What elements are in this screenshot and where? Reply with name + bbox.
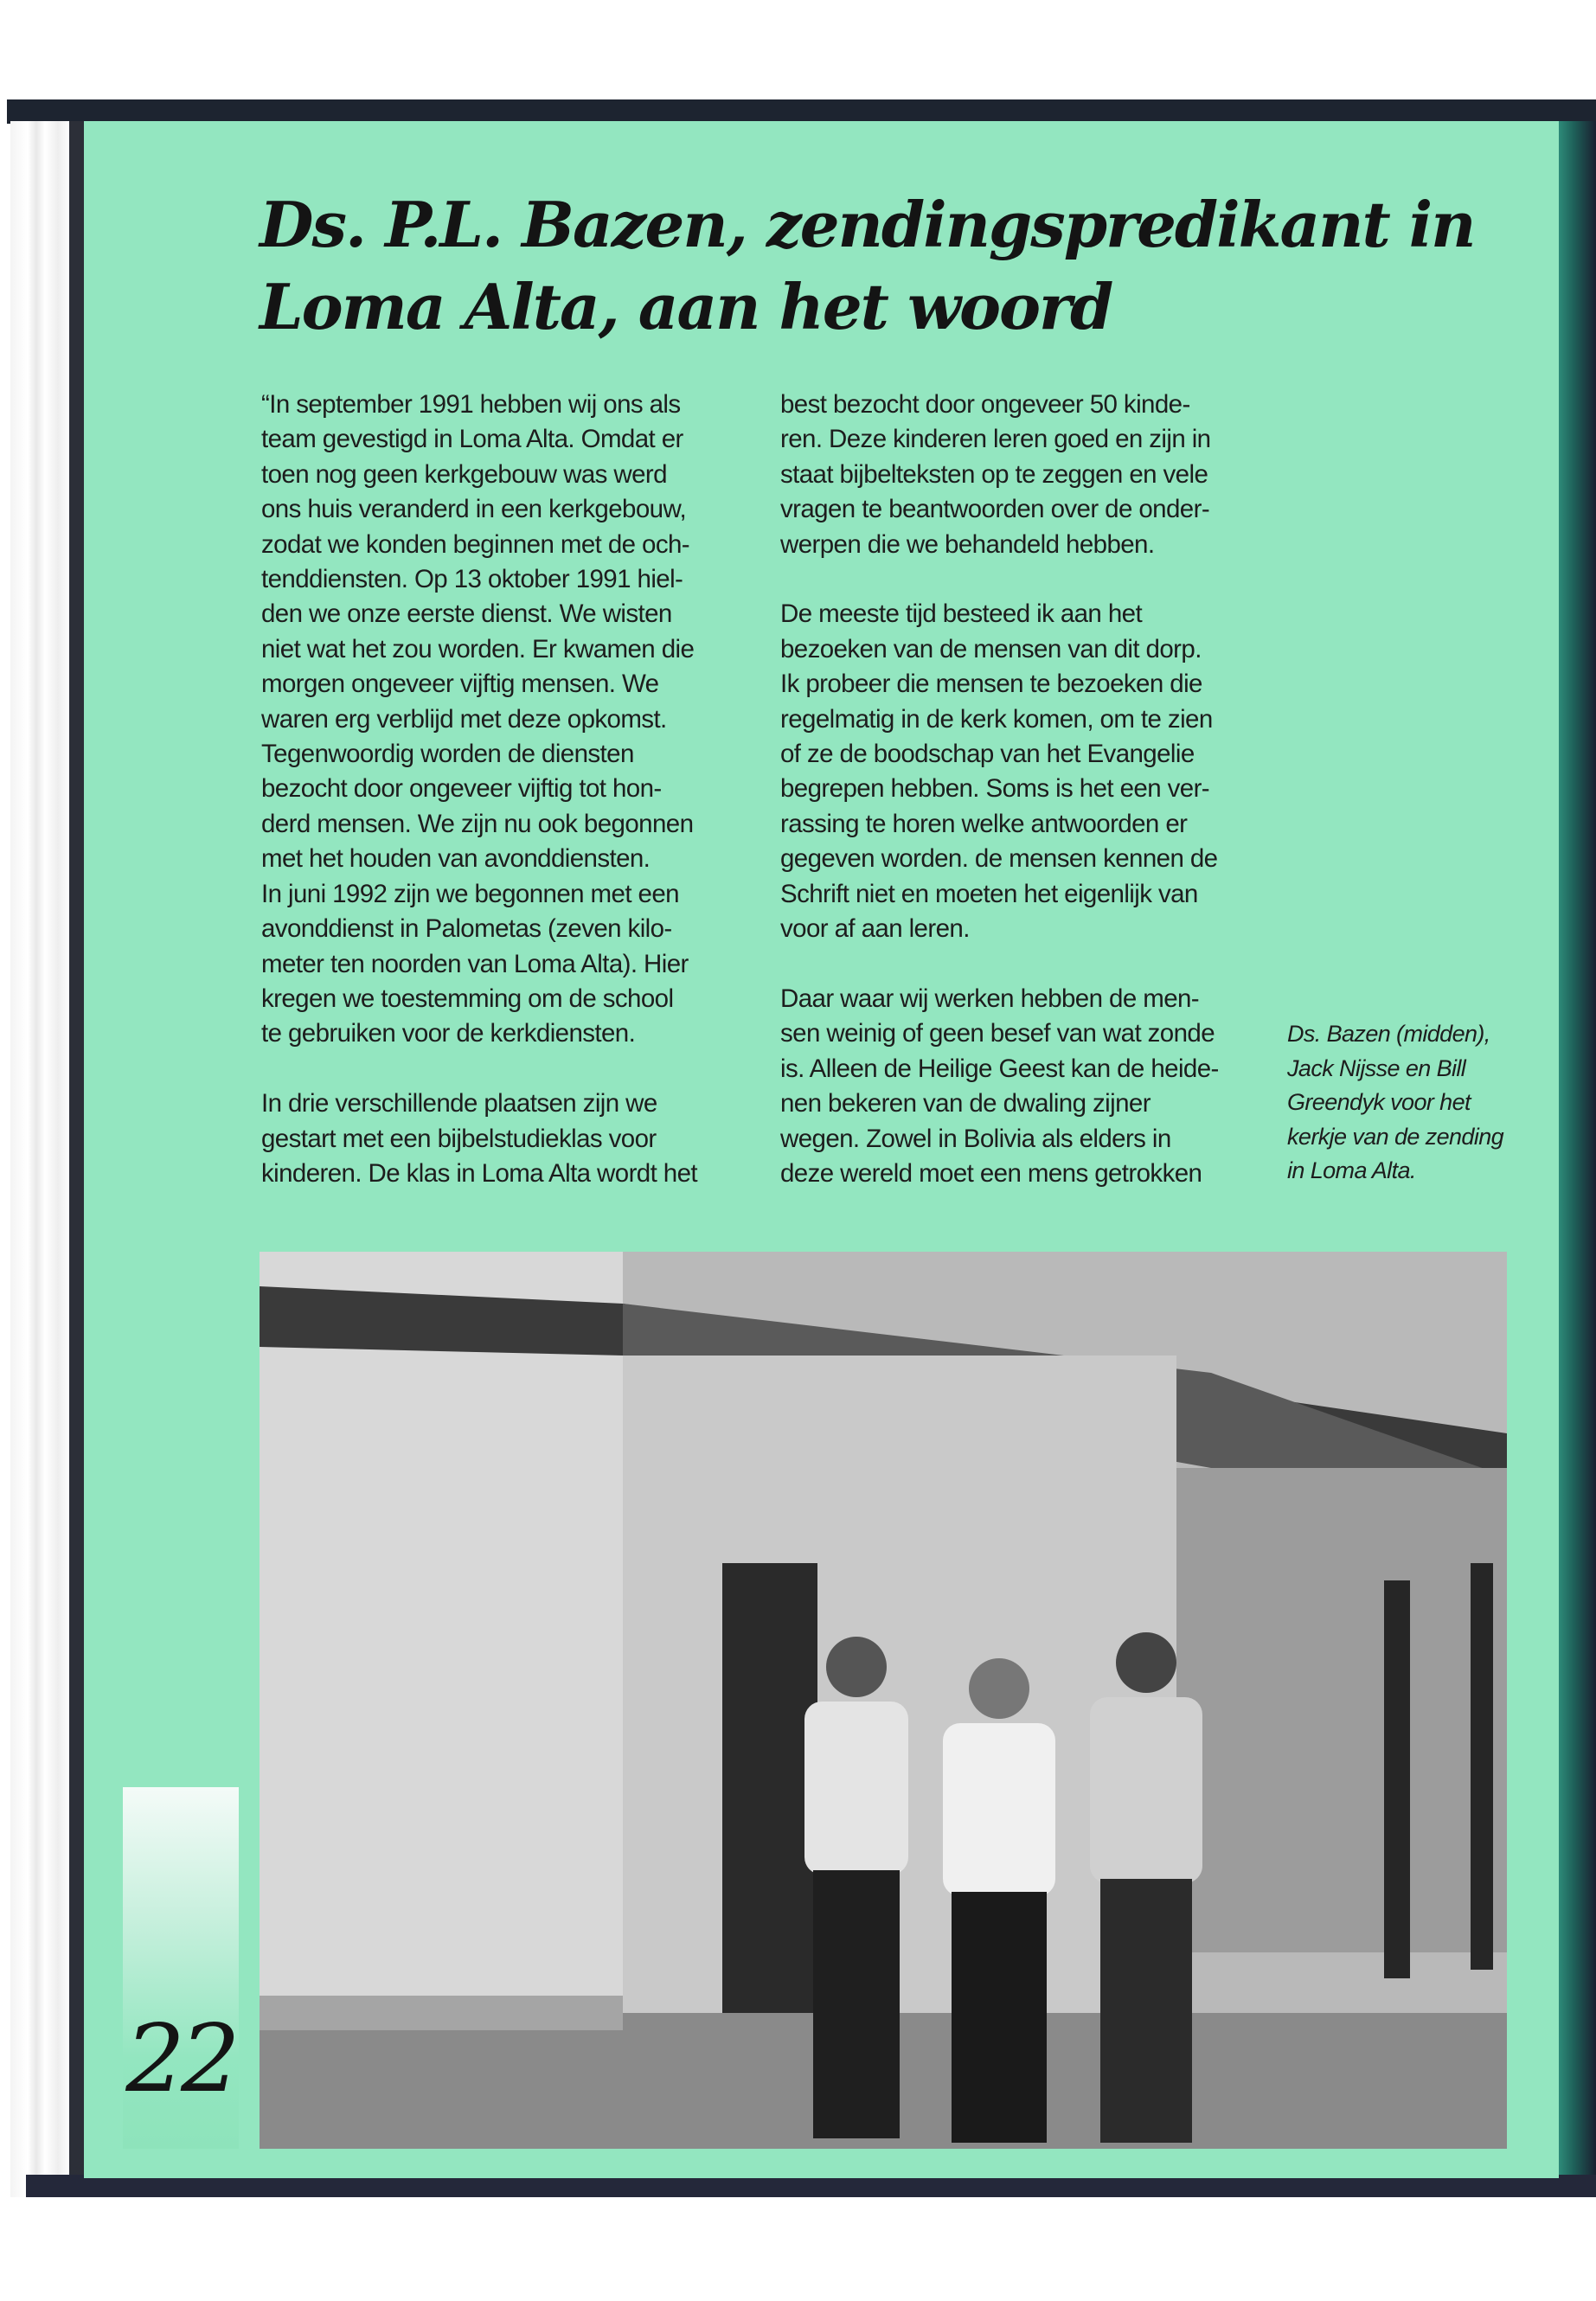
text-line: staat bijbelteksten op te zeggen en vele (780, 459, 1208, 489)
right-binding-strip (1557, 121, 1596, 2197)
head (969, 1658, 1029, 1719)
text-line: deze wereld moet een mens getrokken (780, 1158, 1202, 1188)
text-line: Schrift niet en moeten het eigenlijk van (780, 879, 1198, 908)
text-line: kinderen. De klas in Loma Alta wordt het (261, 1158, 698, 1188)
text-line: team gevestigd in Loma Alta. Omdat er (261, 425, 683, 454)
person-right (1090, 1632, 1202, 2143)
article-title (260, 183, 1475, 348)
wall-base (260, 1996, 623, 2030)
text-line: regelmatig in de kerk komen, om te zien (780, 704, 1213, 734)
paragraph (261, 1086, 728, 1191)
text-line: zodat we konden beginnen met de och- (261, 529, 690, 559)
veranda-post (1471, 1563, 1493, 1970)
title-line-2: Loma Alta, aan het woord (260, 270, 1112, 343)
text-line: niet wat het zou worden. Er kwamen die (261, 634, 695, 663)
text-line: den we onze eerste dienst. We wisten (261, 599, 672, 629)
text-column-2 (780, 388, 1247, 1227)
text-line: nen bekeren van de dwaling zijner (780, 1089, 1151, 1118)
person-left (804, 1637, 908, 2138)
text-line: morgen ongeveer vijftig mensen. We (261, 670, 659, 699)
text-line: Ik probeer die mensen te bezoeken die (780, 670, 1202, 699)
text-line: begrepen hebben. Soms is het een ver- (780, 774, 1210, 804)
top-binding-strip (7, 99, 1596, 124)
text-line: te gebruiken voor de kerkdiensten. (261, 1019, 636, 1048)
doorway (722, 1563, 817, 2013)
church-photo (260, 1252, 1507, 2149)
text-line: avonddienst in Palometas (zeven kilo- (261, 914, 672, 944)
paragraph (780, 982, 1247, 1191)
caption-line: Jack Nijsse en Bill (1287, 1054, 1466, 1081)
paragraph (780, 597, 1247, 946)
text-line: Tegenwoordig worden de diensten (261, 740, 634, 769)
text-line: wegen. Zowel in Bolivia als elders in (780, 1124, 1171, 1153)
text-line: derd mensen. We zijn nu ook begonnen (261, 809, 694, 838)
text-column-1 (261, 388, 728, 1227)
shirt (943, 1723, 1055, 1896)
paragraph (780, 388, 1247, 562)
caption-line: Greendyk voor het (1287, 1089, 1471, 1115)
text-line: werpen die we behandeld hebben. (780, 529, 1155, 559)
caption-line: kerkje van de zending (1287, 1123, 1504, 1150)
photo-caption (1287, 1017, 1547, 1189)
text-line: of ze de boodschap van het Evangelie (780, 740, 1195, 769)
text-line: “In september 1991 hebben wij ons als (261, 390, 681, 419)
church-photo-illustration (260, 1252, 1507, 2149)
text-line: gestart met een bijbelstudieklas voor (261, 1124, 657, 1153)
text-line: is. Alleen de Heilige Geest kan de heide- (780, 1054, 1219, 1083)
text-line: ren. Deze kinderen leren goed en zijn in (780, 425, 1211, 454)
text-line: tenddiensten. Op 13 oktober 1991 hiel- (261, 565, 683, 594)
text-line: gegeven worden. de mensen kennen de (780, 844, 1218, 874)
trousers (1100, 1879, 1192, 2143)
shirt (1090, 1697, 1202, 1883)
person-middle (943, 1658, 1055, 2143)
title-line-1: Ds. P.L. Bazen, zendingspredikant in (260, 188, 1475, 261)
shirt (804, 1702, 908, 1875)
caption-line: in Loma Alta. (1287, 1157, 1416, 1183)
text-line: voor af aan leren. (780, 914, 970, 944)
caption-line: Ds. Bazen (midden), (1287, 1021, 1490, 1047)
text-line: ons huis veranderd in een kerkgebouw, (261, 495, 687, 524)
text-line: best bezocht door ongeveer 50 kinde- (780, 390, 1190, 419)
text-line: bezoeken van de mensen van dit dorp. (780, 634, 1202, 663)
text-line: meter ten noorden van Loma Alta). Hier (261, 949, 689, 978)
text-line: Daar waar wij werken hebben de men- (780, 984, 1200, 1013)
head (826, 1637, 887, 1697)
paragraph (261, 388, 728, 1052)
veranda (1176, 1468, 1507, 1952)
page-number: 22 (125, 2005, 236, 2113)
head (1116, 1632, 1176, 1693)
text-line: met het houden van avonddiensten. (261, 844, 651, 874)
text-line: bezocht door ongeveer vijftig tot hon- (261, 774, 662, 804)
text-line: kregen we toestemming om de school (261, 984, 674, 1013)
text-line: toen nog geen kerkgebouw was werd (261, 459, 667, 489)
text-line: In juni 1992 zijn we begonnen met een (261, 879, 679, 908)
text-line: vragen te beantwoorden over de onder- (780, 495, 1210, 524)
text-line: rassing te horen welke antwoorden er (780, 809, 1188, 838)
text-line: waren erg verblijd met deze opkomst. (261, 704, 667, 734)
text-line: In drie verschillende plaatsen zijn we (261, 1089, 657, 1118)
trousers (952, 1892, 1047, 2143)
trousers (813, 1870, 900, 2138)
text-line: De meeste tijd besteed ik aan het (780, 599, 1143, 629)
veranda-post (1384, 1580, 1410, 1978)
text-line: sen weinig of geen besef van wat zonde (780, 1019, 1215, 1048)
